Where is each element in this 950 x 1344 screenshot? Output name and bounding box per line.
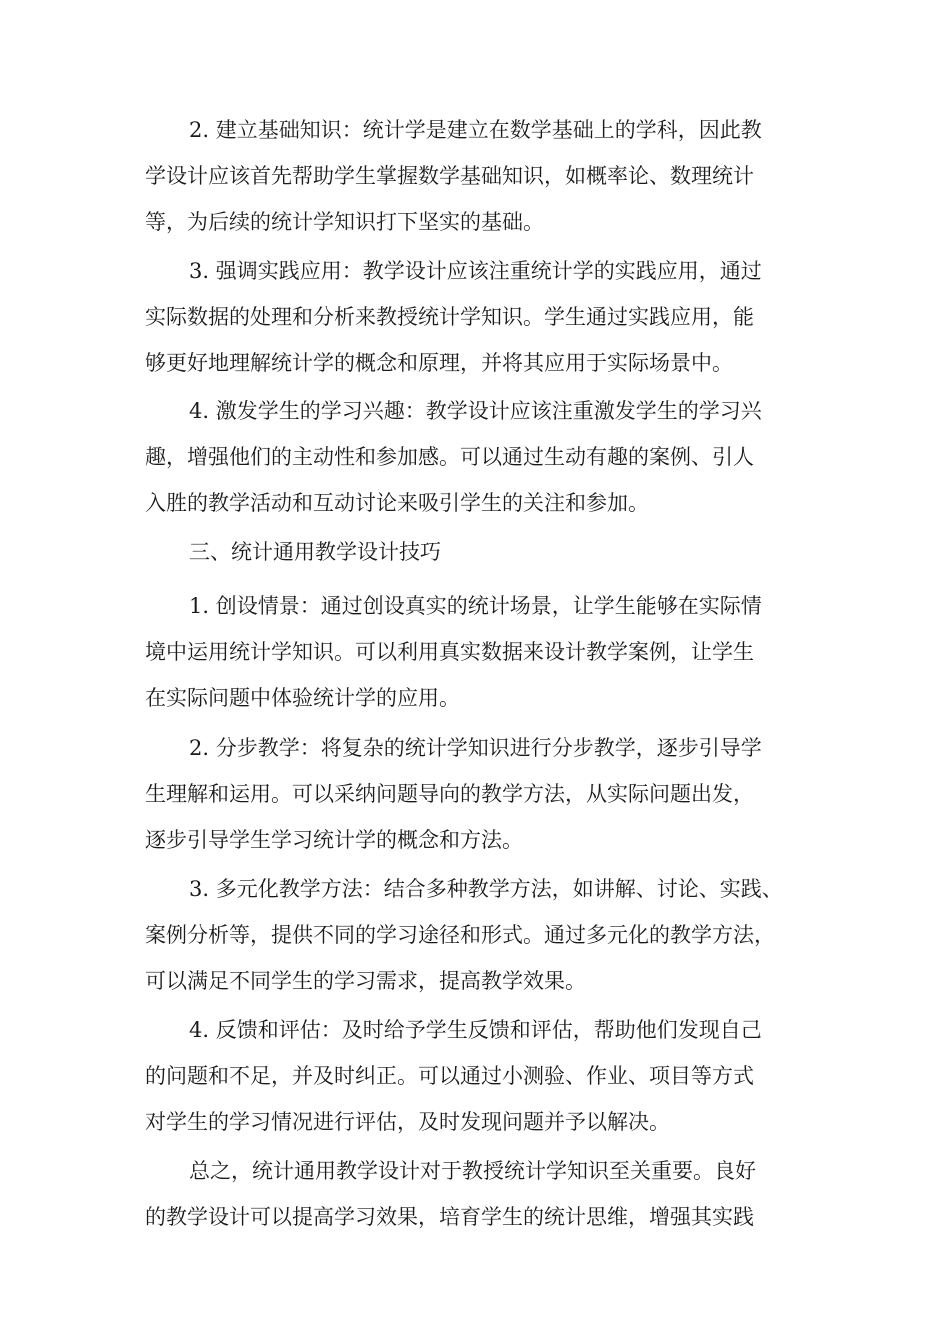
paragraph-stimulate-interest <box>145 388 825 526</box>
text-line: 3. 强调实践应用：教学设计应该注重统计学的实践应用，通过 <box>189 259 762 283</box>
text-line: 趣，增强他们的主动性和参加感。可以通过生动有趣的案例、引人 <box>145 445 754 469</box>
text-line: 够更好地理解统计学的概念和原理，并将其应用于实际场景中。 <box>145 351 733 375</box>
text-line: 1. 创设情景：通过创设真实的统计场景，让学生能够在实际情 <box>189 594 762 618</box>
text-line: 4. 反馈和评估：及时给予学生反馈和评估，帮助他们发现自己 <box>189 1018 762 1042</box>
text-line: 对学生的学习情况进行评估，及时发现问题并予以解决。 <box>145 1110 670 1134</box>
text-line: 3. 多元化教学方法：结合多种教学方法，如讲解、讨论、实践、 <box>189 877 783 901</box>
text-line: 在实际问题中体验统计学的应用。 <box>145 686 460 710</box>
text-line: 学设计应该首先帮助学生掌握数学基础知识，如概率论、数理统计 <box>145 164 754 188</box>
text-line: 总之，统计通用教学设计对于教授统计学知识至关重要。良好 <box>189 1159 756 1183</box>
text-line: 2. 分步教学：将复杂的统计学知识进行分步教学，逐步引导学 <box>189 736 762 760</box>
paragraph-create-scenario <box>145 583 825 721</box>
paragraph-conclusion <box>145 1148 825 1240</box>
text-line: 4. 激发学生的学习兴趣：教学设计应该注重激发学生的学习兴 <box>189 399 762 423</box>
text-line: 境中运用统计学知识。可以利用真实数据来设计教学案例，让学生 <box>145 640 754 664</box>
text-line: 可以满足不同学生的学习需求，提高教学效果。 <box>145 969 586 993</box>
paragraph-build-foundation <box>145 107 825 245</box>
text-line: 入胜的教学活动和互动讨论来吸引学生的关注和参加。 <box>145 491 649 515</box>
text-line: 实际数据的处理和分析来教授统计学知识。学生通过实践应用，能 <box>145 305 754 329</box>
text-line: 2. 建立基础知识：统计学是建立在数学基础上的学科，因此教 <box>189 118 762 142</box>
paragraph-feedback-evaluation <box>145 1007 825 1145</box>
section-heading: 三、统计通用教学设计技巧 <box>189 540 441 564</box>
paragraph-step-teaching <box>145 725 825 863</box>
text-line: 的问题和不足，并及时纠正。可以通过小测验、作业、项目等方式 <box>145 1064 754 1088</box>
text-line: 逐步引导学生学习统计学的概念和方法。 <box>145 828 523 852</box>
section-heading-techniques <box>145 529 825 575</box>
text-line: 等，为后续的统计学知识打下坚实的基础。 <box>145 210 544 234</box>
text-line: 的教学设计可以提高学习效果，培育学生的统计思维，增强其实践 <box>145 1205 754 1229</box>
text-line: 生理解和运用。可以采纳问题导向的教学方法，从实际问题出发， <box>145 782 754 806</box>
paragraph-emphasize-practice <box>145 248 825 386</box>
paragraph-diverse-methods <box>145 866 825 1004</box>
text-line: 案例分析等，提供不同的学习途径和形式。通过多元化的教学方法， <box>145 923 775 947</box>
